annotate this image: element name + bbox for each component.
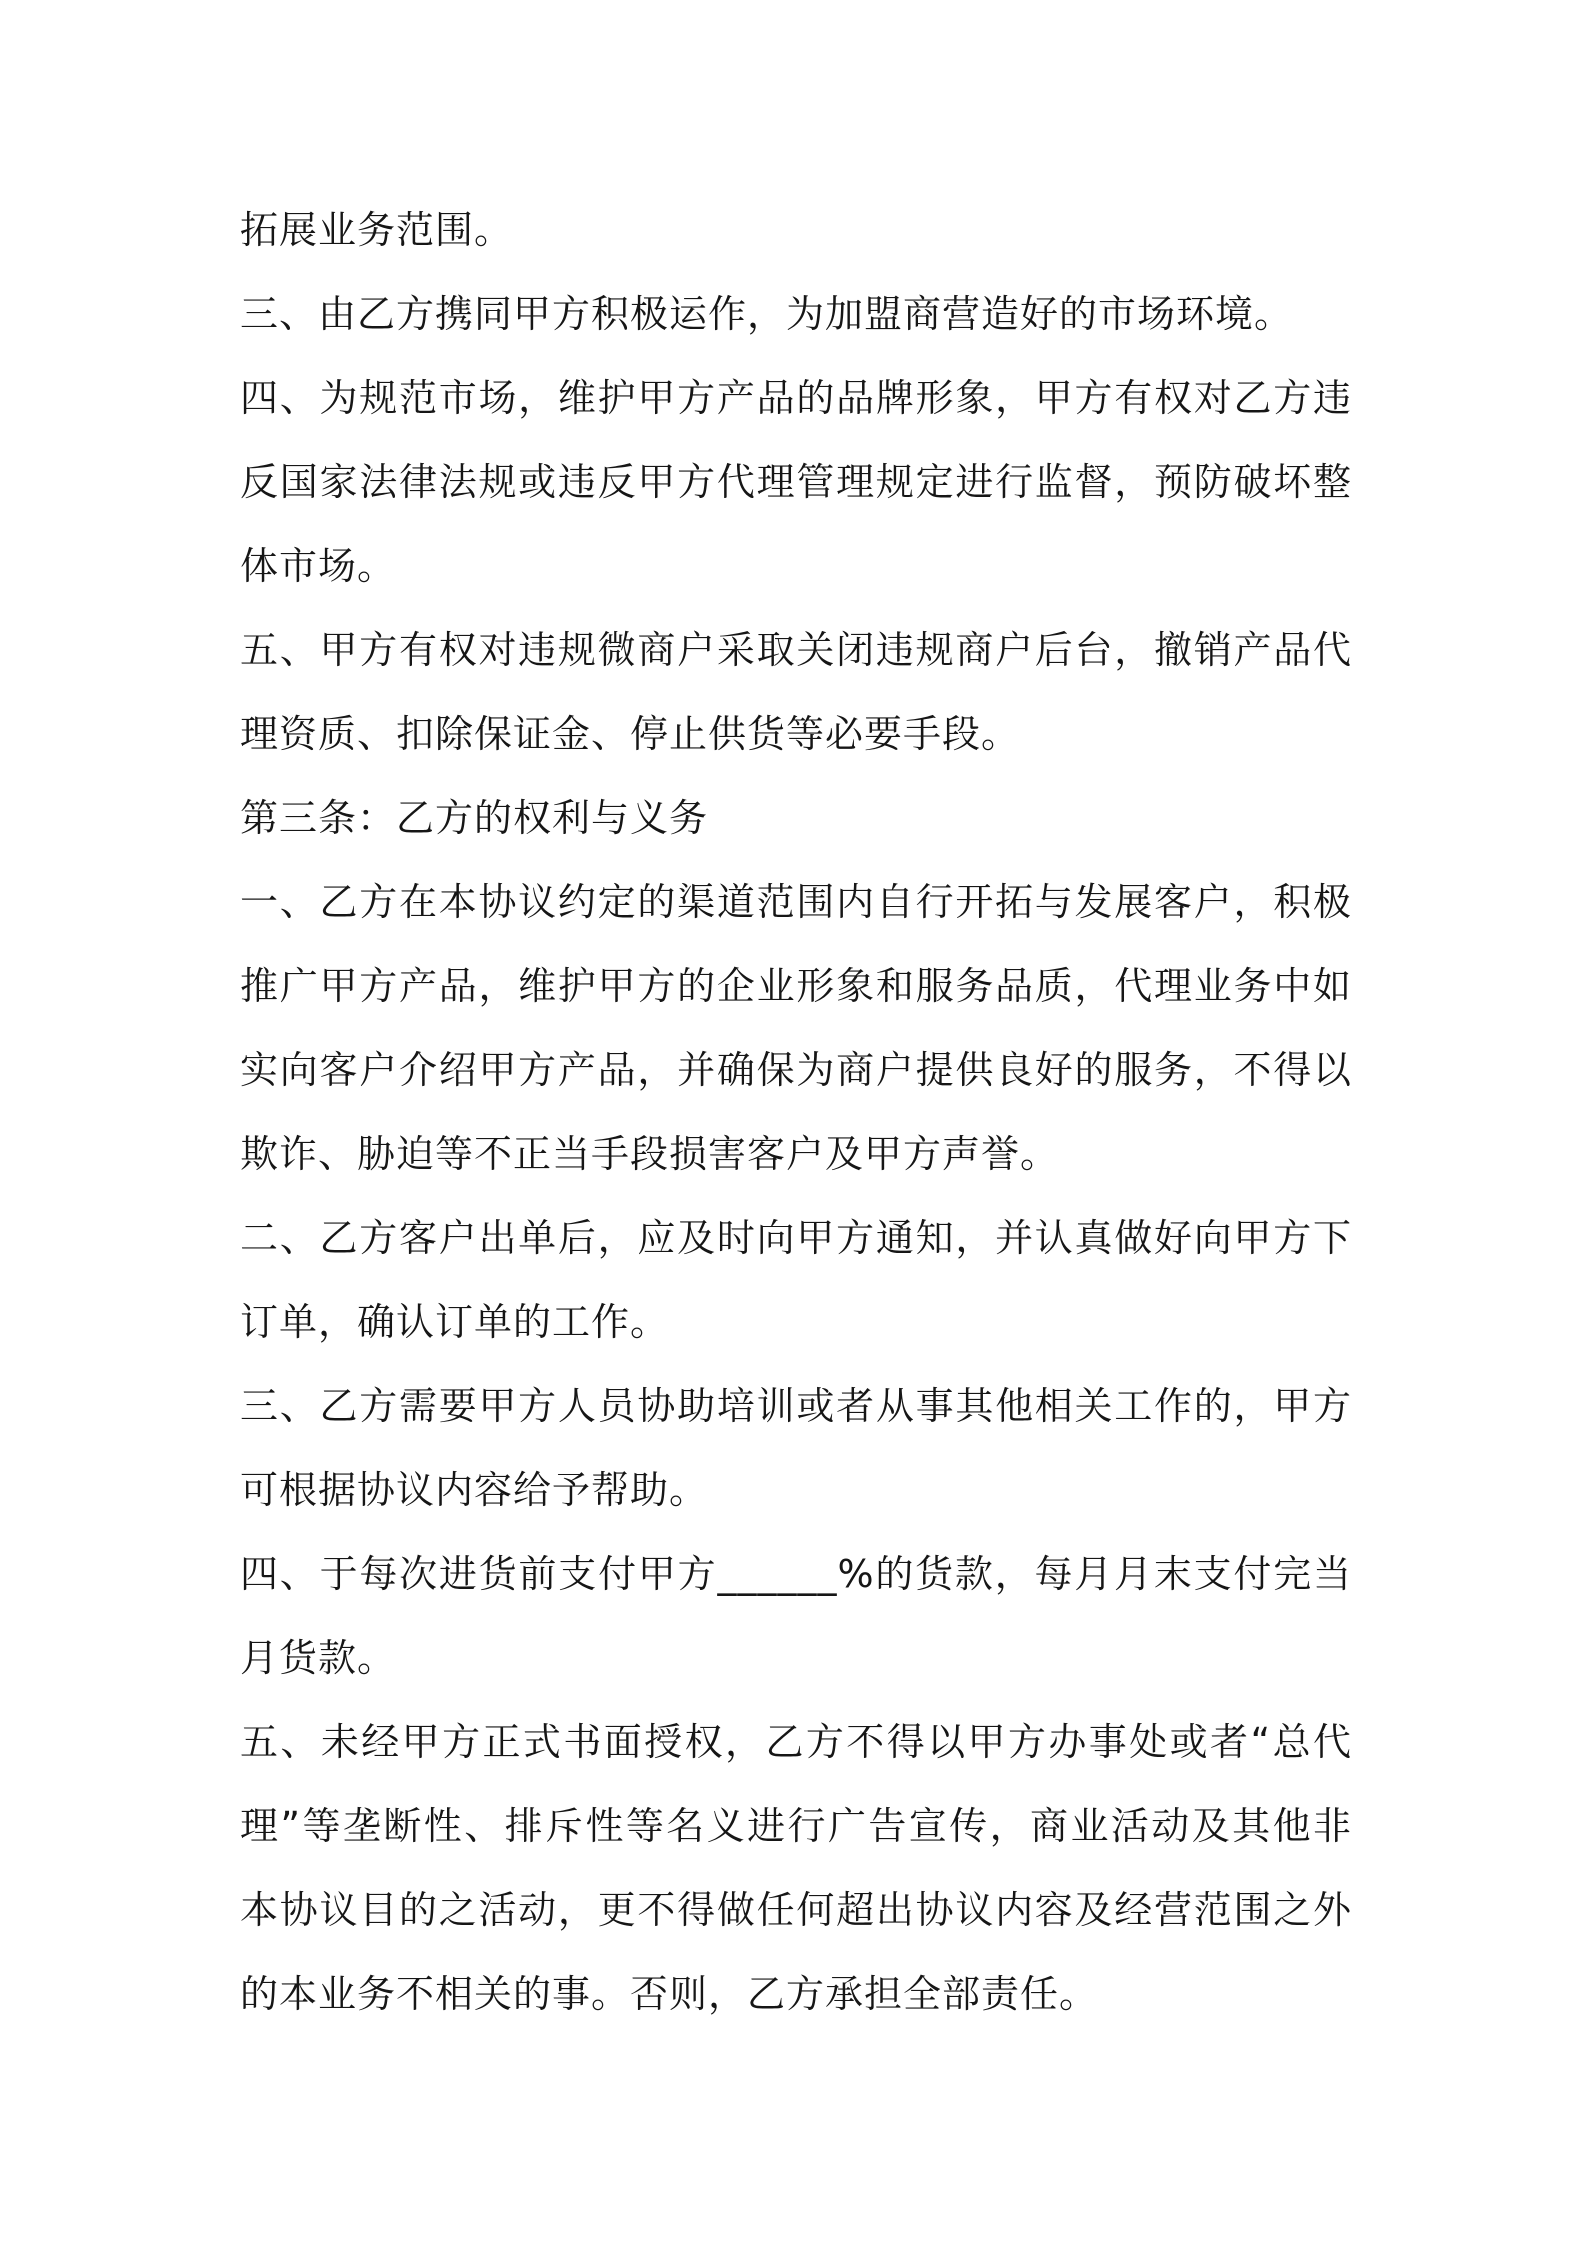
paragraph-continuation: 拓展业务范围。 xyxy=(240,208,514,252)
paragraph-party-b-item-2: 二、乙方客户出单后，应及时向甲方通知，并认真做好向甲方下订单，确认订单的工作。 xyxy=(240,1216,1352,1344)
paragraph-party-a-item-4: 四、为规范市场，维护甲方产品的品牌形象，甲方有权对乙方违反国家法律法规或违反甲方代理管理规定进行监督，预防破坏整体市场。 xyxy=(240,376,1352,588)
paragraph-party-b-item-4: 四、于每次进货前支付甲方______%的货款，每月月末支付完当月货款。 xyxy=(240,1552,1352,1680)
paragraph-party-a-item-5: 五、甲方有权对违规微商户采取关闭违规商户后台，撤销产品代理资质、扣除保证金、停止供货等必要手段。 xyxy=(240,628,1352,756)
paragraph-party-b-item-5: 五、未经甲方正式书面授权，乙方不得以甲方办事处或者“总代理”等垄断性、排斥性等名义进行广告宣传，商业活动及其他非本协议目的之活动，更不得做任何超出协议内容及经营范围之外的本业务不相关的事。否则，乙方承担全部责任。 xyxy=(240,1720,1352,2016)
paragraph-party-b-item-3: 三、乙方需要甲方人员协助培训或者从事其他相关工作的，甲方可根据协议内容给予帮助。 xyxy=(240,1384,1352,1512)
paragraph-party-b-item-1: 一、乙方在本协议约定的渠道范围内自行开拓与发展客户，积极推广甲方产品，维护甲方的企业形象和服务品质，代理业务中如实向客户介绍甲方产品，并确保为商户提供良好的服务，不得以欺诈、胁迫等不正当手段损害客户及甲方声誉。 xyxy=(240,880,1352,1176)
section-heading-article-3: 第三条：乙方的权利与义务 xyxy=(240,796,709,840)
paragraph-party-a-item-3: 三、由乙方携同甲方积极运作，为加盟商营造好的市场环境。 xyxy=(240,292,1294,336)
document-body xyxy=(240,188,1352,2036)
